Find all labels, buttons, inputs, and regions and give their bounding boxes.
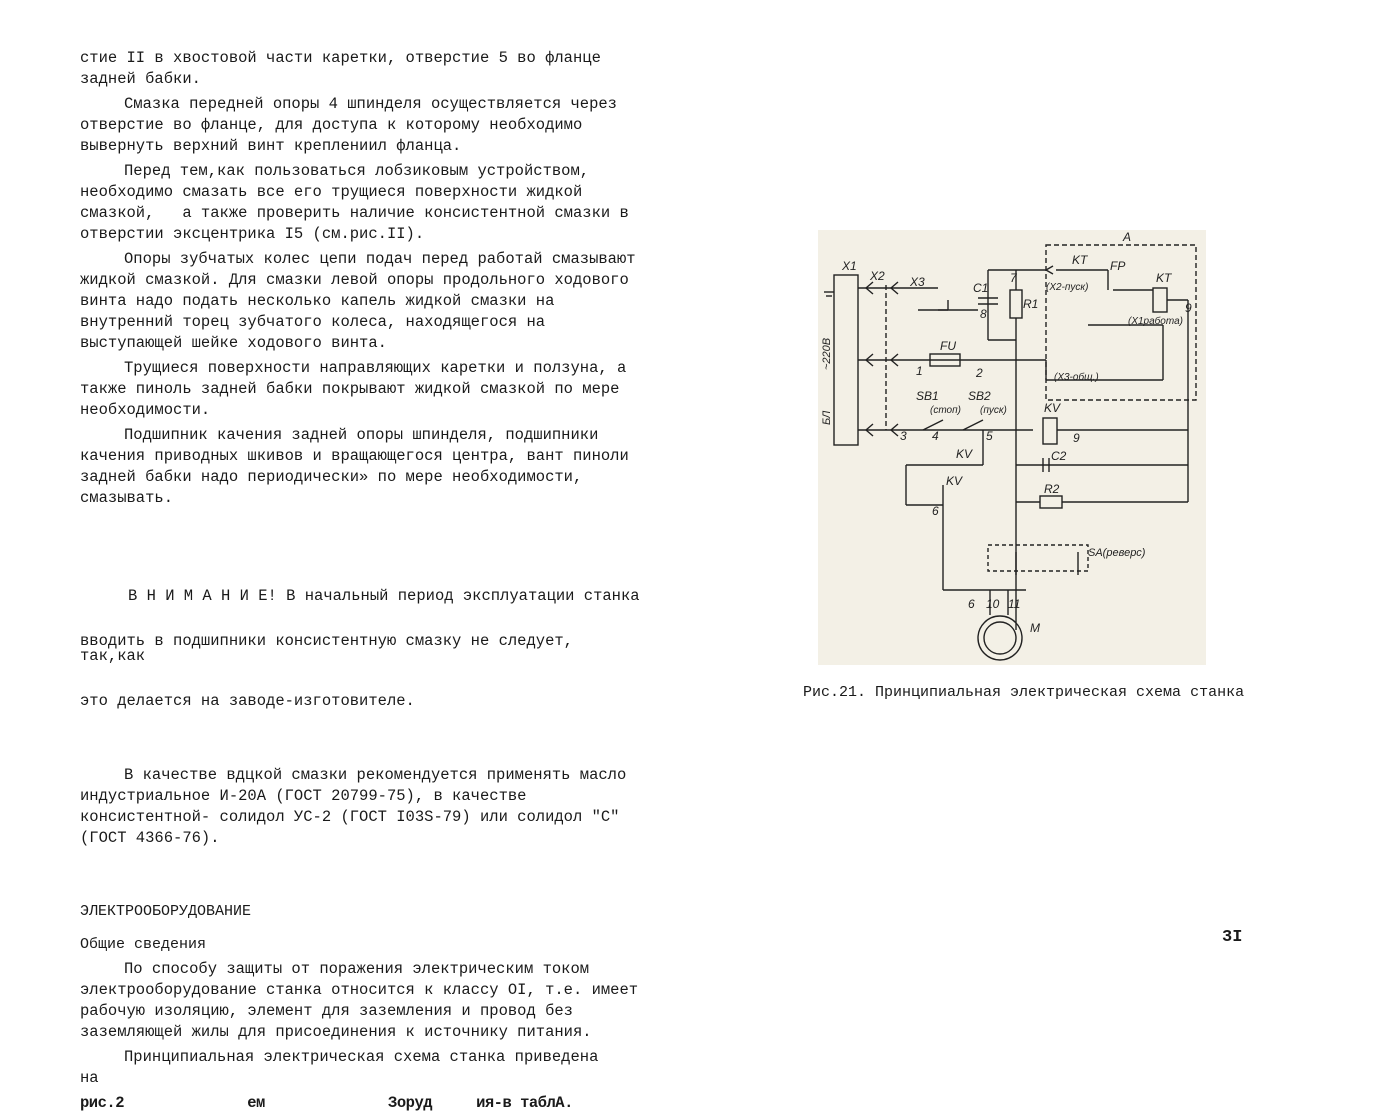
label-kv-contact2: KV	[946, 474, 963, 488]
section-heading: ЭЛЕКТРООБОРУДОВАНИЕ	[80, 903, 252, 920]
label-node-6b: 6	[968, 597, 975, 611]
label-kv-contact1: KV	[956, 447, 973, 461]
label-sb1: SB1	[916, 389, 939, 403]
label-node-3: 3	[900, 429, 907, 443]
label-pusk: (пуск)	[980, 405, 1007, 416]
label-kv-coil: KV	[1044, 401, 1061, 415]
label-node-6a: 6	[932, 504, 939, 518]
label-node-7: 7	[1010, 271, 1017, 285]
page-number: 3I	[1222, 928, 1243, 947]
label-node-9a: 9	[1185, 301, 1192, 315]
label-sb2: SB2	[968, 389, 991, 403]
label-220v: ~220В	[821, 337, 833, 370]
paragraph: Подшипник качения задней опоры шпинделя, подшипники качения приводных шкивов и вращающегося центра, вант пиноли задней бабки надо периодически» по мере необходимости, смазывать.	[80, 426, 639, 507]
label-node-4: 4	[932, 429, 939, 443]
label-node-2: 2	[976, 366, 983, 380]
label-c2: C2	[1051, 449, 1067, 463]
label-c1: C1	[973, 281, 989, 295]
electrical-schematic	[818, 230, 1206, 665]
label-node-1: 1	[916, 364, 923, 378]
subsection-heading: Общие сведения	[80, 936, 207, 953]
text-column	[80, 48, 648, 1118]
label-bl: БЛ	[821, 410, 833, 425]
label-r1: R1	[1023, 297, 1039, 311]
label-x2: X2	[870, 269, 885, 283]
label-node-8: 8	[980, 307, 987, 321]
paragraph: В качестве вдцкой смазки рекомендуется применять масло индустриальное И-20А (ГОСТ 20799-75), в качестве консистентной- солидол УС-2 (ГОСТ I03S-79) или солидол "С" (ГОСТ 4366-76).	[80, 766, 636, 847]
label-x1: X1	[842, 259, 857, 273]
paragraph: Перед тем,как пользоваться лобзиковым устройством, необходимо смазать все его трущиеся поверхности жидкой смазкой, а также проверить наличие консистентной смазки в отверстии эксцентрика I5 (см.рис.II).	[80, 162, 639, 243]
label-x1-rabota: (X1работа)	[1128, 316, 1183, 327]
warning-line: вводить в подшипники консистентную смазку не следует, так,как	[80, 632, 583, 665]
label-kt-coil: KT	[1156, 271, 1172, 285]
label-x3-obsh: (X3-общ.)	[1054, 372, 1099, 383]
paragraph: Принципиальная электрическая схема станка приведена на	[80, 1048, 636, 1087]
label-r2: R2	[1044, 482, 1060, 496]
warning-line: В Н И М А Н И Е! В начальный период эксплуатации станка	[128, 587, 640, 605]
label-fu: FU	[940, 339, 956, 353]
label-x2-pusk: (X2-пуск)	[1046, 282, 1089, 293]
label-fp: FP	[1110, 259, 1126, 273]
label-kt-contact: KT	[1072, 253, 1088, 267]
paragraph: стие II в хвостовой части каретки, отверстие 5 во фланце задней бабки.	[80, 49, 611, 88]
label-motor: M	[1030, 621, 1040, 635]
label-node-9b: 9	[1073, 431, 1080, 445]
warning-note	[80, 559, 640, 739]
label-stop: (стоп)	[930, 405, 961, 416]
x1-block	[834, 275, 858, 445]
label-node-11: 11	[1008, 597, 1021, 611]
schematic-svg	[818, 230, 1206, 665]
label-node-10: 10	[986, 597, 1000, 611]
paragraph: Опоры зубчатых колес цепи подач перед работай смазывают жидкой смазкой. Для смазки левой опоры продольного ходового винта надо подать несколько капель жидкой смазки на внутренний торец зубчатого колеса, находящегося на выступающей шейке ходового винта.	[80, 250, 645, 352]
label-sa-reverse: SA(реверс)	[1088, 547, 1146, 559]
paragraph-smudged: рис.2 ем Зоруд ия-в таблА.	[80, 1094, 573, 1112]
figure-caption: Рис.21. Принципиальная электрическая схема станка	[803, 684, 1245, 701]
warning-line: это делается на заводе-изготовителе.	[80, 692, 415, 710]
label-a: A	[1123, 230, 1132, 244]
paragraph: По способу защиты от поражения электрическим током электрооборудование станка относится к классу OI, т.е. имеет рабочую изоляцию, элемент для заземления и провод без заземляющей жилы для присоединения к источнику питания.	[80, 960, 648, 1041]
paragraph: Смазка передней опоры 4 шпинделя осуществляется через отверстие во фланце, для доступа к которому необходимо вывернуть верхний винт креплениил фланца.	[80, 95, 627, 155]
label-x3: X3	[910, 275, 925, 289]
label-node-5: 5	[986, 429, 993, 443]
paragraph: Трущиеся поверхности направляющих каретки и ползуна, а также пиноль задней бабки покрывают жидкой смазкой по мере необходимости.	[80, 359, 636, 419]
